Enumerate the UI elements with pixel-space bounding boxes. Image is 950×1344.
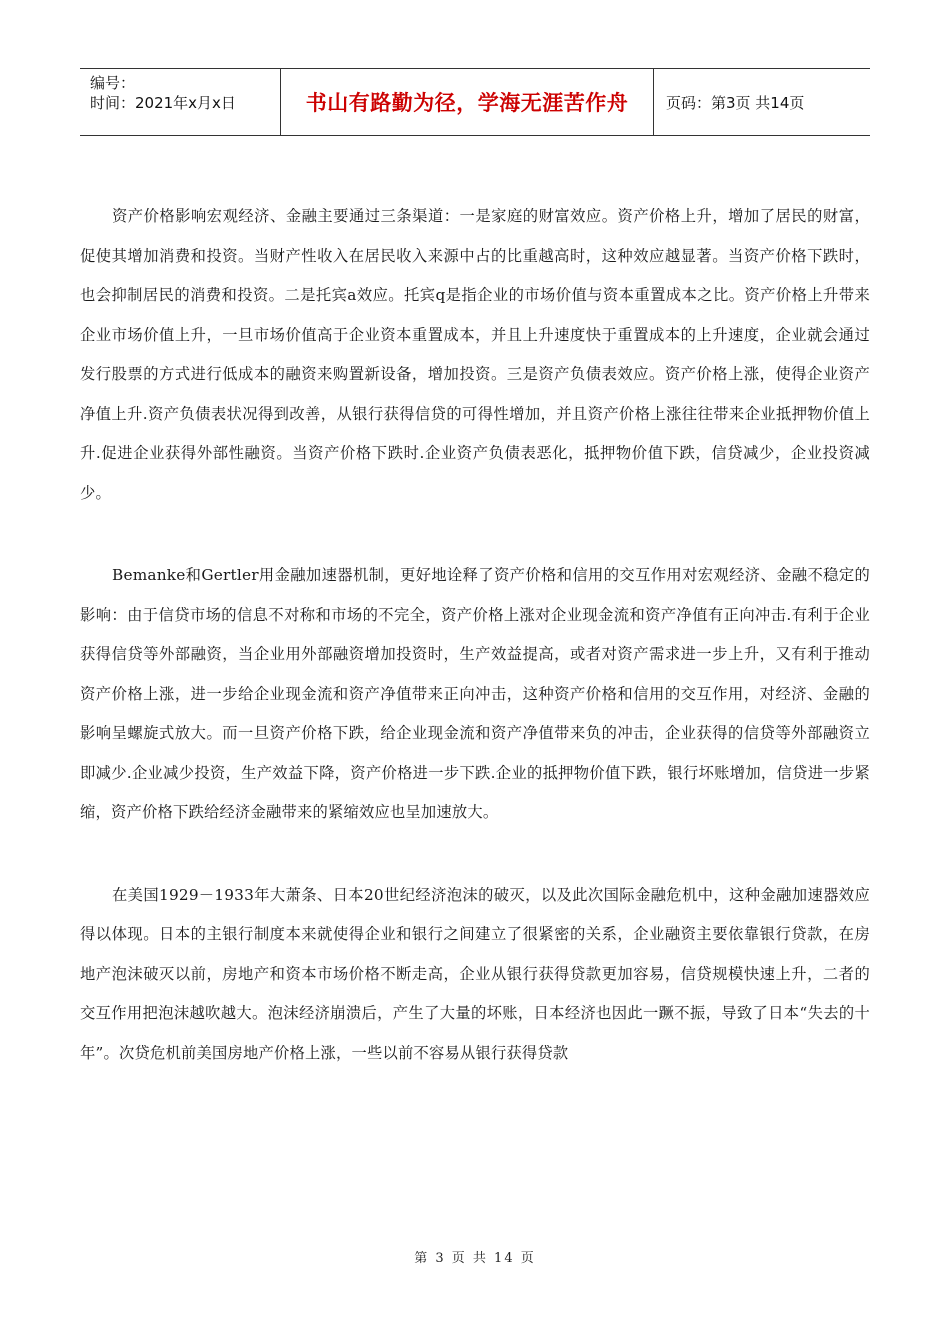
document-body — [80, 197, 870, 1073]
document-number-label: 编号： — [90, 74, 136, 92]
header-meta — [80, 69, 281, 135]
page-footer: 第 3 页 共 14 页 — [414, 1251, 536, 1266]
body-paragraph-3: 在美国1929－1933年大萧条、日本20世纪经济泡沫的破灭，以及此次国际金融危机中，这种金融加速器效应得以体现。日本的主银行制度本来就使得企业和银行之间建立了很紧密的关系，企业融资主要依靠银行贷款，在房地产泡沫破灭以前，房地产和资本市场价格不断走高，企业从银行获得贷款更加容易，信贷规模快速上升，二者的交互作用把泡沫越吹越大。泡沫经济崩溃后，产生了大量的坏账，日本经济也因此一蹶不振，导致了日本“失去的十年”。次贷危机前美国房地产价格上涨，一些以前不容易从银行获得贷款 — [80, 885, 870, 1062]
page-header — [80, 68, 870, 136]
body-paragraph-2: Bemanke和Gertler用金融加速器机制，更好地诠释了资产价格和信用的交互作用对宏观经济、金融不稳定的影响：由于信贷市场的信息不对称和市场的不完全，资产价格上涨对企业现金流和资产净值有正向冲击.有利于企业获得信贷等外部融资，当企业用外部融资增加投资时，生产效益提高，或者对资产需求进一步上升，又有利于推动资产价格上涨，进一步给企业现金流和资产净值带来正向冲击，这种资产价格和信用的交互作用，对经济、金融的影响呈螺旋式放大。而一旦资产价格下跌，给企业现金流和资产净值带来负的冲击，企业获得的信贷等外部融资立即减少.企业减少投资，生产效益下降，资产价格进一步下跌.企业的抵押物价值下跌，银行坏账增加，信贷进一步紧缩，资产价格下跌给经济金融带来的紧缩效应也呈加速放大。 — [80, 566, 870, 821]
header-page-info: 页码：第3页 共14页 — [666, 93, 805, 112]
header-motto: 书山有路勤为径，学海无涯苦作舟 — [281, 69, 654, 135]
body-paragraph-1: 资产价格影响宏观经济、金融主要通过三条渠道：一是家庭的财富效应。资产价格上升，增加了居民的财富，促使其增加消费和投资。当财产性收入在居民收入来源中占的比重越高时，这种效应越显著。当资产价格下跌时，也会抑制居民的消费和投资。二是托宾a效应。托宾q是指企业的市场价值与资本重置成本之比。资产价格上升带来企业市场价值上升，一旦市场价值高于企业资本重置成本，并且上升速度快于重置成本的上升速度，企业就会通过发行股票的方式进行低成本的融资来购置新设备，增加投资。三是资产负债表效应。资产价格上涨，使得企业资产净值上升.资产负债表状况得到改善，从银行获得信贷的可得性增加，并且资产价格上涨往往带来企业抵押物价值上升.促进企业获得外部性融资。当资产价格下跌时.企业资产负债表恶化，抵押物价值下跌，信贷减少，企业投资减少。 — [80, 207, 870, 502]
document-date: 时间：2021年x月x日 — [90, 94, 236, 112]
